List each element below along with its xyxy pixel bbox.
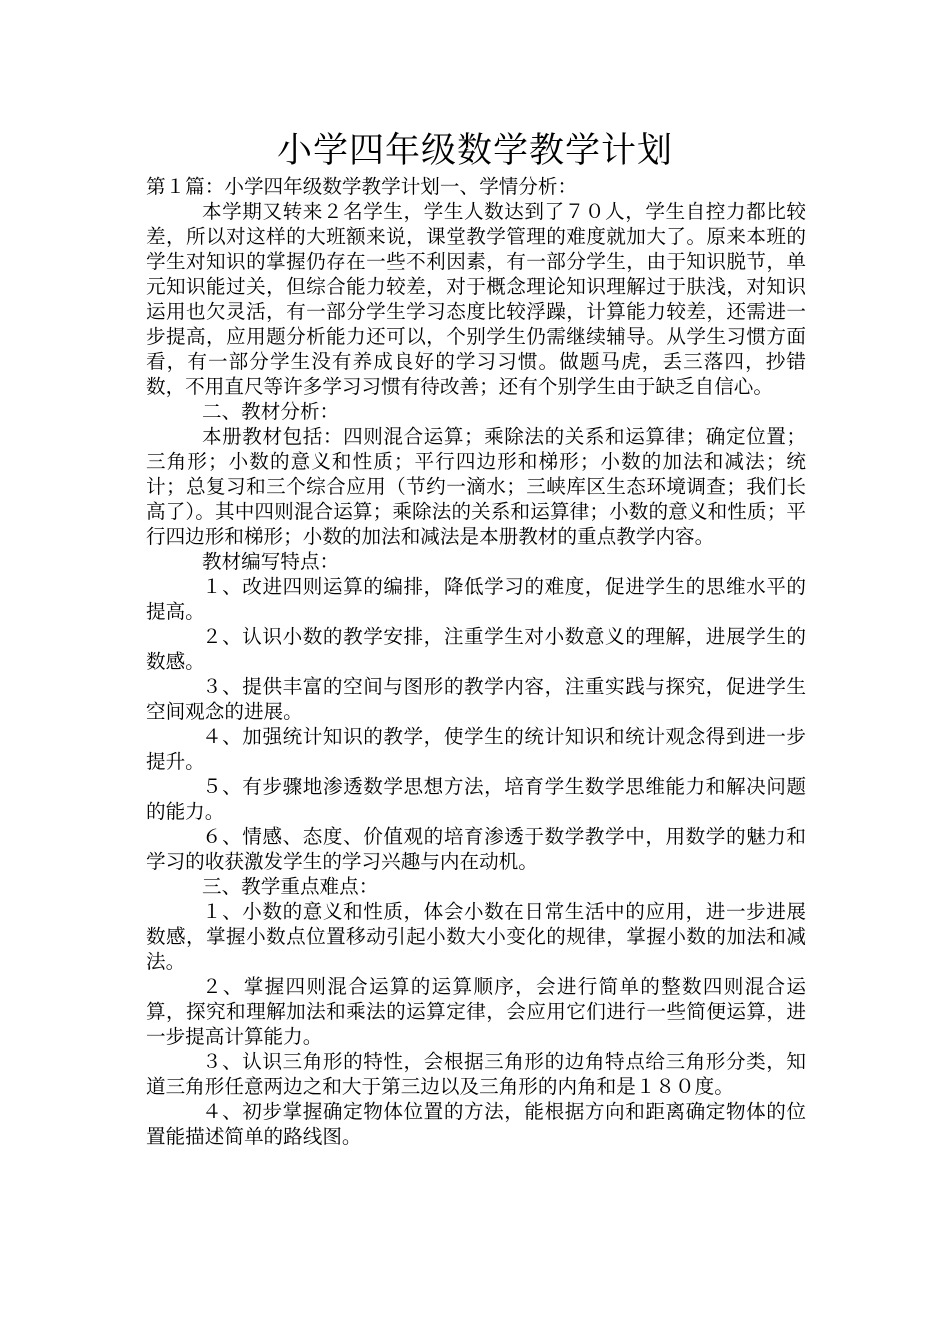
paragraph-textbook-analysis: 本册教材包括：四则混合运算；乘除法的关系和运算律；确定位置；三角形；小数的意义和性质；平行四边形和梯形；小数的加法和减法；统计；总复习和三个综合应用（节约一滴水；三峡库区生态环境调查；我们长高了）。其中四则混合运算；乘除法的关系和运算律；小数的意义和性质；平行四边形和梯形；小数的加法和减法是本册教材的重点教学内容。 bbox=[146, 425, 806, 548]
document-body bbox=[146, 174, 806, 1149]
paragraph-student-analysis: 本学期又转来２名学生，学生人数达到了７０人，学生自控力都比较差，所以对这样的大班额来说，课堂教学管理的难度就加大了。原来本班的学生对知识的掌握仍存在一些不利因素，有一部分学生，由于知识脱节，单元知识能过关，但综合能力较差，对于概念理论知识理解过于肤浅，对知识运用也欠灵活，有一部分学生学习态度比较浮躁，计算能力较差，还需进一步提高，应用题分析能力还可以，个别学生仍需继续辅导。从学生习惯方面看，有一部分学生没有养成良好的学习习惯。做题马虎，丢三落四，抄错数，不用直尺等许多学习习惯有待改善；还有个别学生由于缺乏自信心。 bbox=[146, 200, 806, 398]
paragraph-heading-2: 二、教材分析： bbox=[202, 400, 340, 423]
paragraph-keypoint-2: ２、掌握四则混合运算的运算顺序，会进行简单的整数四则混合运算，探究和理解加法和乘法的运算定律，会应用它们进行一些简便运算，进一步提高计算能力。 bbox=[146, 975, 806, 1048]
paragraph-keypoint-1: １、小数的意义和性质，体会小数在日常生活中的应用，进一步进展数感，掌握小数点位置移动引起小数大小变化的规律，掌握小数的加法和减法。 bbox=[146, 900, 806, 973]
paragraph-feature-6: ６、情感、态度、价值观的培育渗透于数学教学中，用数学的魅力和学习的收获激发学生的学习兴趣与内在动机。 bbox=[146, 825, 806, 873]
document-title: 小学四年级数学教学计划 bbox=[276, 131, 673, 171]
paragraph-feature-5: ５、有步骤地渗透数学思想方法，培育学生数学思维能力和解决问题的能力。 bbox=[146, 775, 806, 823]
paragraph-feature-1: １、改进四则运算的编排，降低学习的难度，促进学生的思维水平的提高。 bbox=[146, 575, 806, 623]
paragraph-features-heading: 教材编写特点： bbox=[202, 550, 340, 573]
paragraph-heading-3: 三、教学重点难点： bbox=[202, 875, 379, 898]
paragraph-feature-3: ３、提供丰富的空间与图形的教学内容，注重实践与探究，促进学生空间观念的进展。 bbox=[146, 675, 806, 723]
paragraph-feature-2: ２、认识小数的教学安排，注重学生对小数意义的理解，进展学生的数感。 bbox=[146, 625, 806, 673]
paragraph-heading-1: 第１篇：小学四年级数学教学计划一、学情分析： bbox=[146, 175, 578, 198]
paragraph-feature-4: ４、加强统计知识的教学，使学生的统计知识和统计观念得到进一步提升。 bbox=[146, 725, 806, 773]
paragraph-keypoint-4: ４、初步掌握确定物体位置的方法，能根据方向和距离确定物体的位置能描述简单的路线图。 bbox=[146, 1100, 806, 1148]
paragraph-keypoint-3: ３、认识三角形的特性，会根据三角形的边角特点给三角形分类，知道三角形任意两边之和大于第三边以及三角形的内角和是１８０度。 bbox=[146, 1050, 806, 1098]
